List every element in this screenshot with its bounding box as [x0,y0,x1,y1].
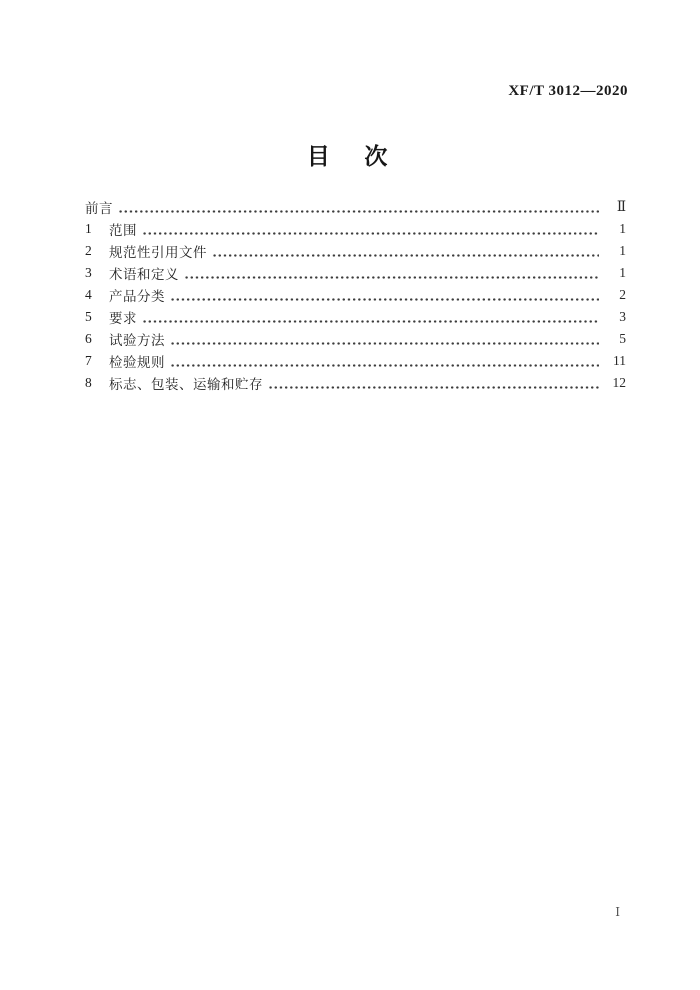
toc-entry [85,240,626,262]
toc-entry-page: 11 [613,353,626,368]
toc-entry-number: 5 [85,309,92,324]
toc-entry-page: Ⅱ [616,199,626,214]
toc-dot-leader [184,262,599,284]
toc-dot-leader [118,196,599,218]
toc-entry-number: 8 [85,375,92,390]
toc-entry-label: 试验方法 [109,333,165,348]
toc-entry [85,372,626,394]
toc-entry-label: 检验规则 [109,355,165,370]
standard-code: XF/T 3012—2020 [508,83,628,99]
toc-dot-leader [170,284,599,306]
toc-entry-label: 前言 [85,201,113,216]
toc-entry-page: 5 [619,331,626,346]
toc-entry-page: 1 [619,265,626,280]
toc-entry [85,218,626,240]
toc-dot-leader [142,306,599,328]
toc-entry-number: 1 [85,221,92,236]
toc-entry-number: 7 [85,353,92,368]
toc-entry-number: 6 [85,331,92,346]
toc-dot-leader [268,372,599,394]
toc-dot-leader [170,328,599,350]
toc-entry-label: 规范性引用文件 [109,245,207,260]
toc-entry [85,284,626,306]
toc-entry [85,262,626,284]
toc-entry-label: 标志、包装、运输和贮存 [109,377,263,392]
toc-entry-label: 术语和定义 [109,267,179,282]
toc-dot-leader [170,350,599,372]
page-title: 目 次 [306,143,394,169]
toc-entry-page: 1 [619,243,626,258]
toc-entry [85,328,626,350]
toc-entry [85,196,626,218]
toc-dot-leader [212,240,599,262]
toc-entry-number: 2 [85,243,92,258]
toc-entry-label: 范围 [109,223,137,238]
toc-entry [85,306,626,328]
toc-entry-page: 1 [619,221,626,236]
toc-entry-label: 产品分类 [109,289,165,304]
footer-page-number: Ⅰ [615,905,620,919]
toc-entry-page: 3 [619,309,626,324]
toc-entry-label: 要求 [109,311,137,326]
toc-entry-number: 4 [85,287,92,302]
toc-entry [85,350,626,372]
toc-list [85,196,626,394]
toc-entry-number: 3 [85,265,92,280]
toc-dot-leader [142,218,599,240]
toc-entry-page: 12 [612,375,626,390]
toc-entry-page: 2 [619,287,626,302]
